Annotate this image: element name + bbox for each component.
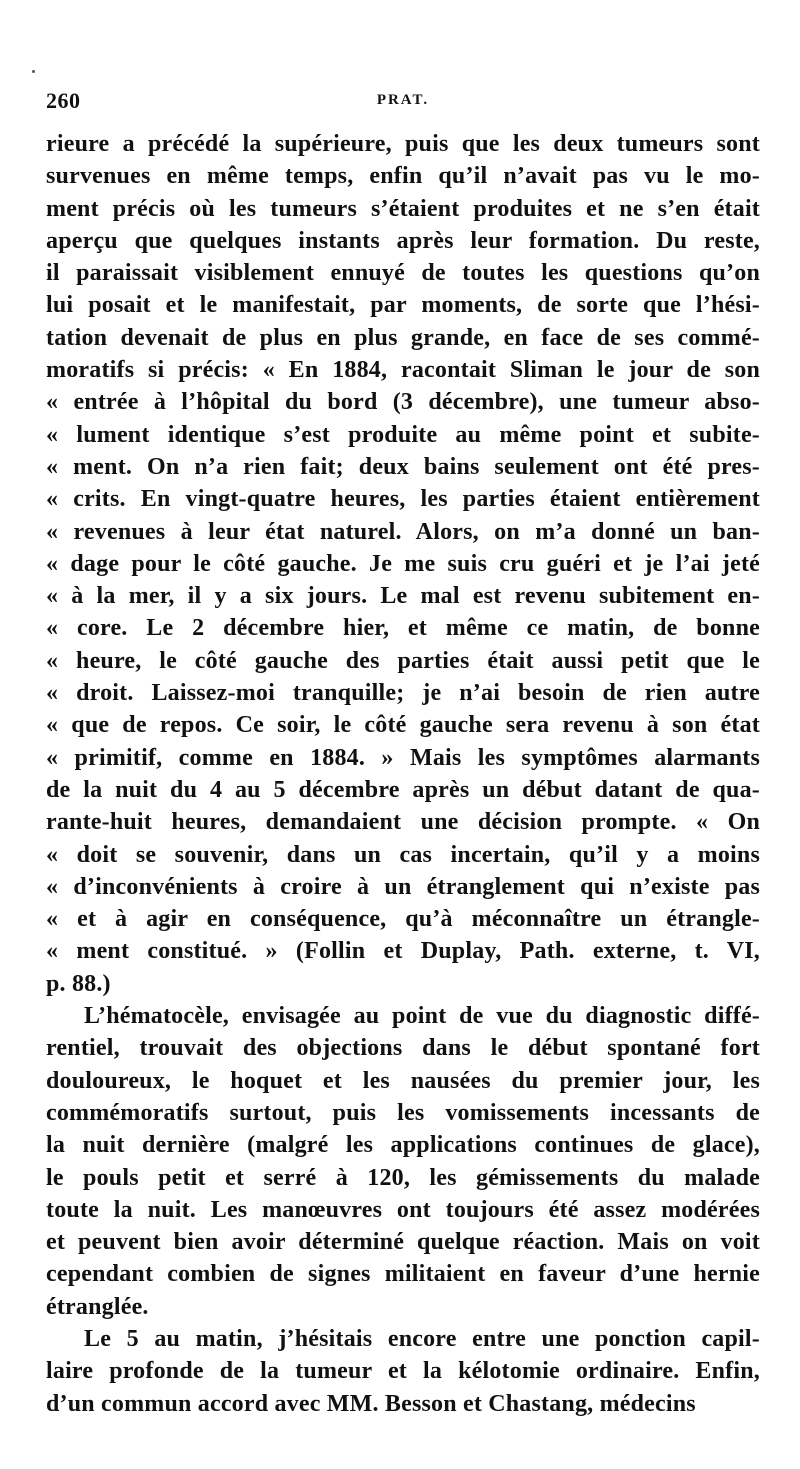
text-line: p. 88.) [46,970,111,997]
text-line: « revenues à leur état naturel. Alors, on m’a donné un ban- [46,518,760,545]
text-line: « droit. Laissez-moi tranquille; je n’ai besoin de rien autre [46,680,760,707]
text-line: cependant combien de signes militaient en faveur d’une hernie [46,1261,760,1288]
text-line: « d’inconvénients à croire à un étranglement qui n’existe pas [46,873,760,900]
text-line: « dage pour le côté gauche. Je me suis cru guéri et je l’ai jeté [46,550,760,577]
text-line: commémoratifs surtout, puis les vomissements incessants de [46,1099,760,1126]
text-line: L’hématocèle, envisagée au point de vue du diagnostic diffé- [84,1003,760,1030]
text-line: étranglée. [46,1293,149,1320]
text-line: « crits. En vingt-quatre heures, les parties étaient entièrement [46,486,760,513]
text-line: « et à agir en conséquence, qu’à méconnaître un étrangle- [46,906,760,933]
text-line: toute la nuit. Les manœuvres ont toujours été assez modérées [46,1196,760,1223]
text-line: « lument identique s’est produite au même point et subite- [46,421,760,448]
text-line: et peuvent bien avoir déterminé quelque réaction. Mais on voit [46,1229,760,1256]
text-line: laire profonde de la tumeur et la kélotomie ordinaire. Enfin, [46,1358,760,1385]
text-line: « ment. On n’a rien fait; deux bains seulement ont été pres- [46,453,760,480]
text-line: « doit se souvenir, dans un cas incertain, qu’il y a moins [46,841,760,868]
text-line: aperçu que quelques instants après leur formation. Du reste, [46,227,760,254]
text-line: « ment constitué. » (Follin et Duplay, Path. externe, t. VI, [46,938,760,965]
text-line: rentiel, trouvait des objections dans le début spontané fort [46,1035,760,1062]
text-line: « entrée à l’hôpital du bord (3 décembre), une tumeur abso- [46,389,760,416]
text-line: moratifs si précis: « En 1884, racontait Sliman le jour de son [46,357,760,384]
body-text [46,128,760,1420]
running-title: PRAT. [376,92,430,108]
text-line: survenues en même temps, enfin qu’il n’avait pas vu le mo- [46,163,760,190]
page-header [46,88,760,118]
text-line: Le 5 au matin, j’hésitais encore entre une ponction capil- [84,1325,760,1352]
page-number: 260 [46,88,81,113]
text-line: « à la mer, il y a six jours. Le mal est revenu subitement en- [46,583,760,610]
text-line: « primitif, comme en 1884. » Mais les symptômes alarmants [46,744,760,771]
text-line: rieure a précédé la supérieure, puis que les deux tumeurs sont [46,131,760,157]
text-line: il paraissait visiblement ennuyé de toutes les questions qu’on [46,260,760,287]
text-line: d’un commun accord avec MM. Besson et Chastang, médecins [46,1390,696,1417]
text-line: tation devenait de plus en plus grande, en face de ses commé- [46,324,760,351]
text-line: « core. Le 2 décembre hier, et même ce matin, de bonne [46,615,760,642]
text-line: « heure, le côté gauche des parties était aussi petit que le [46,647,760,674]
text-line: « que de repos. Ce soir, le côté gauche sera revenu à son état [46,712,760,739]
text-line: douloureux, le hoquet et les nausées du premier jour, les [46,1067,760,1094]
text-line: la nuit dernière (malgré les applications continues de glace), [46,1132,760,1159]
text-line: de la nuit du 4 au 5 décembre après un début datant de qua- [46,776,760,803]
print-speck [32,70,35,73]
text-line: rante-huit heures, demandaient une décision prompte. « On [46,809,760,836]
text-line: le pouls petit et serré à 120, les gémissements du malade [46,1164,760,1191]
text-line: lui posait et le manifestait, par moments, de sorte que l’hési- [46,292,760,319]
text-line: ment précis où les tumeurs s’étaient produites et ne s’en était [46,195,760,222]
